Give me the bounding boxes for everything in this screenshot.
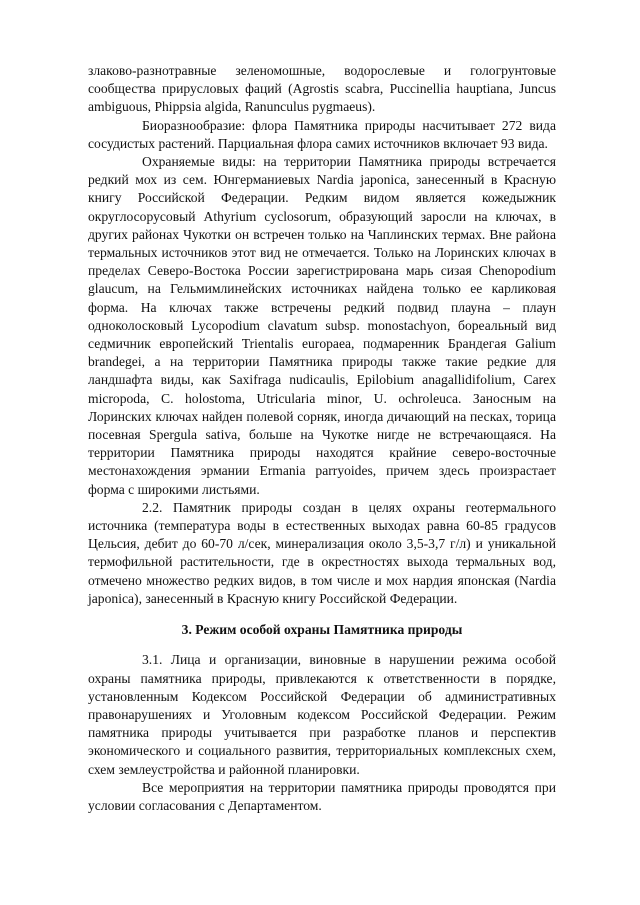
paragraph-plant-communities: злаково-разнотравные зеленомошные, водорослевые и гологрунтовые сообщества прирусловых фаций (Agrostis scabra, Puccinellia hauptiana, Juncus ambiguous, Phippsia algida, Ranunculus pygmaeus). <box>88 63 556 115</box>
paragraph-biodiversity: Биоразнообразие: флора Памятника природы насчитывает 272 вида сосудистых растений. Парциальная флора самих источников включает 93 вида. <box>88 117 556 151</box>
paragraph-purpose: 2.2. Памятник природы создан в целях охраны геотермального источника (температура воды в естественных выходах равна 60-85 градусов Цельсия, дебит до 60-70 л/сек, минерализация около 3,5-3,7 г/л) и уникальной термофильной растительности, где в окрестностях выхода термальных вод, отмечено множество редких видов, в том числе и мох нардия японская (Nardia japonica), занесенный в Красную книгу Российской Федерации. <box>88 499 556 606</box>
document-page <box>88 62 556 815</box>
paragraph-protected-species: Охраняемые виды: на территории Памятника природы встречается редкий мох из сем. Юнгерманиевых Nardia japonica, занесенный в Красную книгу Российской Федерации. Редким видом является кожедыжник округлосорусовый Athyrium cyclosorum, образующий заросли на ключах, в других районах Чукотки он встречен только на Чаплинских термах. Вне района термальных источников этот вид не отмечается. Только на Лоринских ключах в пределах Северо-Востока России зарегистрирована марь сизая Chenopodium glaucum, на Гельмимлинейских источниках найдена только ее карликовая форма. На ключах также встречены редкий подвид плауна – плаун одноколосковый Lycopodium clavatum subsp. monostachyon, бореальный вид седмичник европейский Trientalis europaea, подмаренник Брандегая Galium brandegei, а на территории Памятника природы также такие редкие для ландшафта виды, как Saxifraga nudicaulis, Epilobium anagallidifolium, Carex micropoda, C. holostoma, Utricularia minor, U. ochroleuca. Заносным на Лоринских ключах найден полевой сорняк, иногда дичающий на песках, торица посевная Spergula sativa, больше на Чукотке нигде не встречающаяся. На территории Памятника природы находятся крайние северо-восточные местонахождения эрмании Ermania parryoides, причем здесь произрастает форма с широкими листьями. <box>88 154 556 497</box>
section-heading-protection-regime: 3. Режим особой охраны Памятника природы <box>181 622 463 638</box>
paragraph-approval: Все мероприятия на территории памятника природы проводятся при условии согласования с Департаментом. <box>88 779 556 813</box>
paragraph-liability: 3.1. Лица и организации, виновные в нарушении режима особой охраны памятника природы, привлекаются к ответственности в порядке, установленным Кодексом Российской Федерации об административных правонарушениях и Уголовным кодексом Российской Федерации. Режим памятника природы учитывается при разработке планов и перспектив экономического и социального развития, территориальных комплексных схем, схем землеустройства и районной планировки. <box>88 652 556 777</box>
